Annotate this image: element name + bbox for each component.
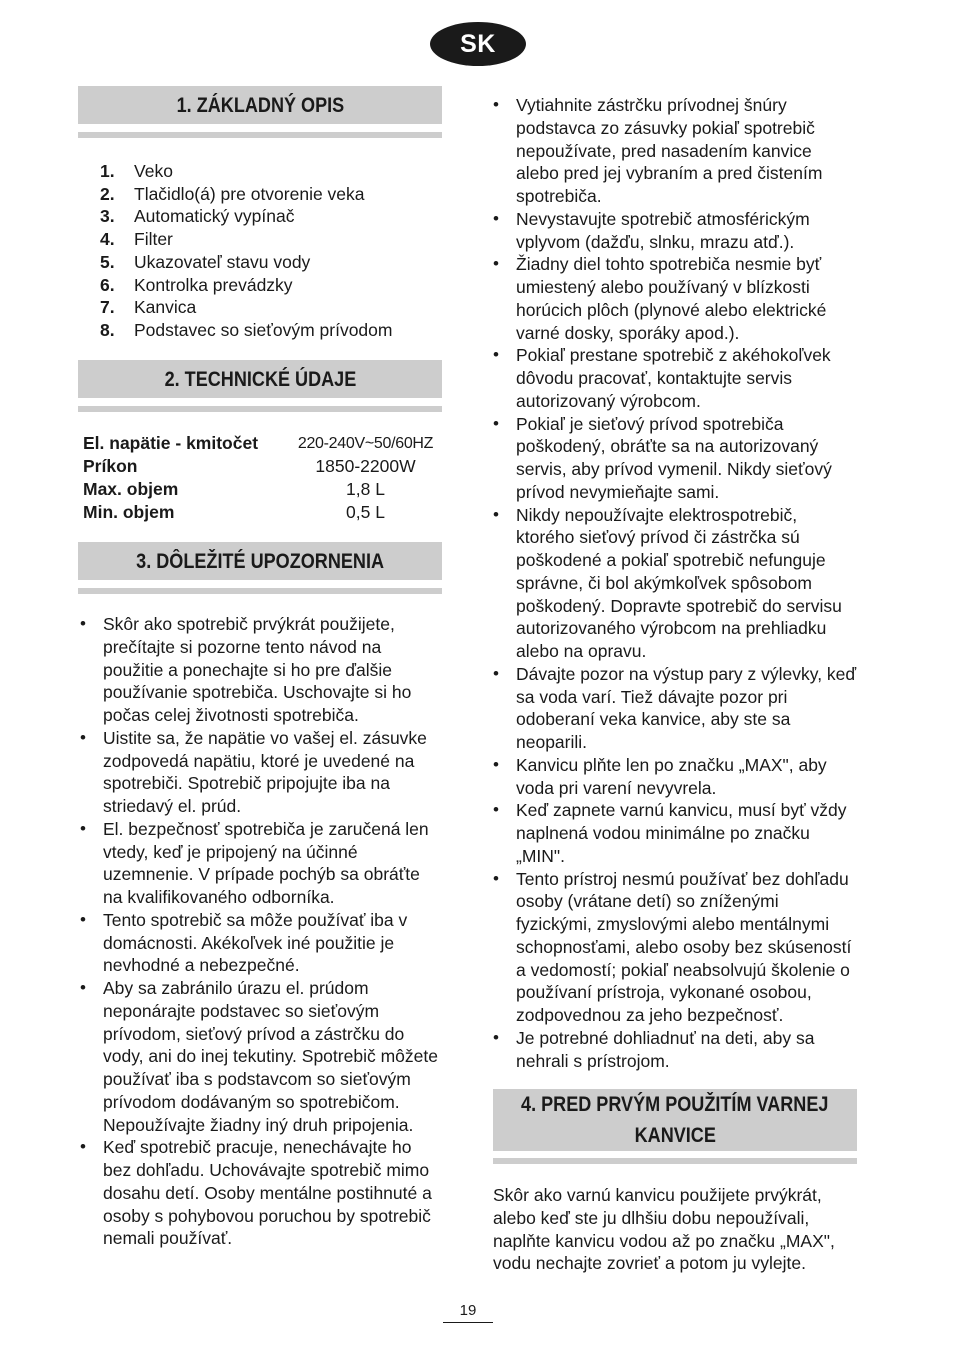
list-item: • Skôr ako spotrebič prvýkrát použijete, prečítajte si pozorne tento návod na použitie a ponechajte si ho pre ďalšie používanie spotrebiča. Uschovajte si ho počas celej životnosti spotrebiča. bbox=[78, 613, 444, 727]
list-item: 1. Veko bbox=[100, 161, 173, 181]
list-item: • Tento spotrebič sa môže používať iba v domácnosti. Akékoľvek iné použitie je nevhodné a nebezpečné. bbox=[78, 909, 444, 977]
list-item: • Keď spotrebič pracuje, nenechávajte ho bez dohľadu. Uchovávajte spotrebič mimo dosahu detí. Osoby mentálne postihnuté a osoby s pohybovou poruchou by spotrebič nemali používať. bbox=[78, 1136, 444, 1250]
list-item: • Uistite sa, že napätie vo vašej el. zásuvke zodpovedá napätiu, ktoré je uvedené na spotrebiči. Spotrebič pripojujte iba na striedavý el. prúd. bbox=[78, 727, 444, 818]
list-item: 8. Podstavec so sieťovým prívodom bbox=[100, 319, 393, 340]
list-item: 4. Filter bbox=[100, 229, 173, 250]
list-item: • Kanvicu plňte len po značku „MAX", aby voda pri varení nevyvrela. bbox=[491, 754, 859, 800]
list-item: 6. Kontrolka prevádzky bbox=[100, 274, 293, 295]
section-heading-important-warnings: 3. DÔLEŽITÉ UPOZORNENIA bbox=[78, 542, 442, 580]
warnings-list-right bbox=[491, 94, 859, 1072]
list-item: 5. Ukazovateľ stavu vody bbox=[100, 251, 311, 272]
section-heading-before-first-use: 4. PRED PRVÝM POUŽITÍM VARNEJ KANVICE bbox=[493, 1089, 857, 1151]
language-code: SK bbox=[460, 29, 496, 58]
list-item: • Žiadny diel tohto spotrebiča nesmie byť umiestený alebo používaný v blízkosti horúcich plôch (plynové alebo elektrické varné dosky, sporáky apod.). bbox=[491, 253, 859, 344]
spec-row: El. napätie - kmitočet 220-240V~50/60HZ bbox=[83, 433, 434, 453]
section-heading-basic-description: 1. ZÁKLADNÝ OPIS bbox=[78, 86, 442, 124]
section-divider bbox=[78, 406, 442, 412]
first-use-paragraph: Skôr ako varnú kanvicu použijete prvýkrát, alebo keď ste ju dlhšiu dobu nepoužívali, naplňte kanvicu vodou až po značku „MAX", vodu nechajte zovrieť a potom ju vylejte. bbox=[493, 1185, 835, 1274]
list-item: • Tento prístroj nesmú používať bez dohľadu osoby (vrátane detí) so zníženými fyzickými, zmyslovými alebo mentálnymi schopnosťami, alebo osoby bez skúseností a vedomostí; pokiaľ neabsolvujú školenie o používaní prístroja, vykonané osobou, zodpovednou za jeho bezpečnosť. bbox=[491, 868, 859, 1027]
section-divider bbox=[78, 132, 442, 138]
list-item: • Vytiahnite zástrčku prívodnej šnúry podstavca zo zásuvky pokiaľ spotrebič nepoužívate, pred nasadením kanvice alebo pred jej vybraním a pred čistením spotrebiča. bbox=[491, 94, 859, 208]
spec-table bbox=[83, 432, 443, 524]
list-item: • Nevystavujte spotrebič atmosférickým vplyvom (dažďu, slnku, mrazu atď.). bbox=[491, 208, 859, 254]
parts-list bbox=[100, 160, 392, 342]
list-item: • Dávajte pozor na výstup pary z výlevky, keď sa voda varí. Tiež dávajte pozor pri odoberaní veka kanvice, aby ste sa neoparili. bbox=[491, 663, 859, 754]
list-item: 3. Automatický vypínač bbox=[100, 206, 295, 227]
section-divider bbox=[78, 588, 442, 594]
spec-row: Min. objem 0,5 L bbox=[83, 502, 385, 522]
warnings-list-left bbox=[78, 613, 444, 1250]
list-item: • Pokiaľ je sieťový prívod spotrebiča poškodený, obráťte sa na autorizovaný servis, aby prívod vymenil. Nikdy sieťový prívod nevymieňajte sami. bbox=[491, 413, 859, 504]
section-heading-technical-data: 2. TECHNICKÉ ÚDAJE bbox=[78, 360, 442, 398]
spec-row: Príkon 1850-2200W bbox=[83, 456, 416, 476]
list-item: • Pokiaľ prestane spotrebič z akéhokoľvek dôvodu pracovať, kontaktujte servis autorizovaný výrobcom. bbox=[491, 344, 859, 412]
list-item: • Keď zapnete varnú kanvicu, musí byť vždy naplnená vodou minimálne po značku „MIN". bbox=[491, 799, 859, 867]
section-divider bbox=[493, 1158, 857, 1164]
list-item: • El. bezpečnosť spotrebiča je zaručená len vtedy, keď je pripojený na účinné uzemnenie. V prípade pochýb sa obráťte na kvalifikovaného odborníka. bbox=[78, 818, 444, 909]
list-item: 7. Kanvica bbox=[100, 297, 197, 318]
list-item: • Nikdy nepoužívajte elektrospotrebič, ktorého sieťový prívod či zástrčka sú poškodené a pokiaľ spotrebič nefunguje správne, či bol akýmkoľvek spôsobom poškodený. Dopravte spotrebič do servisu autorizovaného výrobcom na prehliadku alebo na opravu. bbox=[491, 504, 859, 663]
spec-row: Max. objem 1,8 L bbox=[83, 479, 385, 499]
page-number: 19 bbox=[443, 1302, 493, 1323]
language-badge bbox=[430, 22, 526, 66]
list-item: • Aby sa zabránilo úrazu el. prúdom neponárajte podstavec so sieťovým prívodom, sieťový prívod a zástrčku do vody, ani do inej tekutiny. Spotrebič môžete používať iba s podstavcom so sieťovým prívodom dodávaným so spotrebičom. Nepoužívajte žiadny iný druh pripojenia. bbox=[78, 977, 444, 1136]
list-item: • Je potrebné dohliadnuť na deti, aby sa nehrali s prístrojom. bbox=[491, 1027, 859, 1073]
list-item: 2. Tlačidlo(á) pre otvorenie veka bbox=[100, 183, 365, 204]
